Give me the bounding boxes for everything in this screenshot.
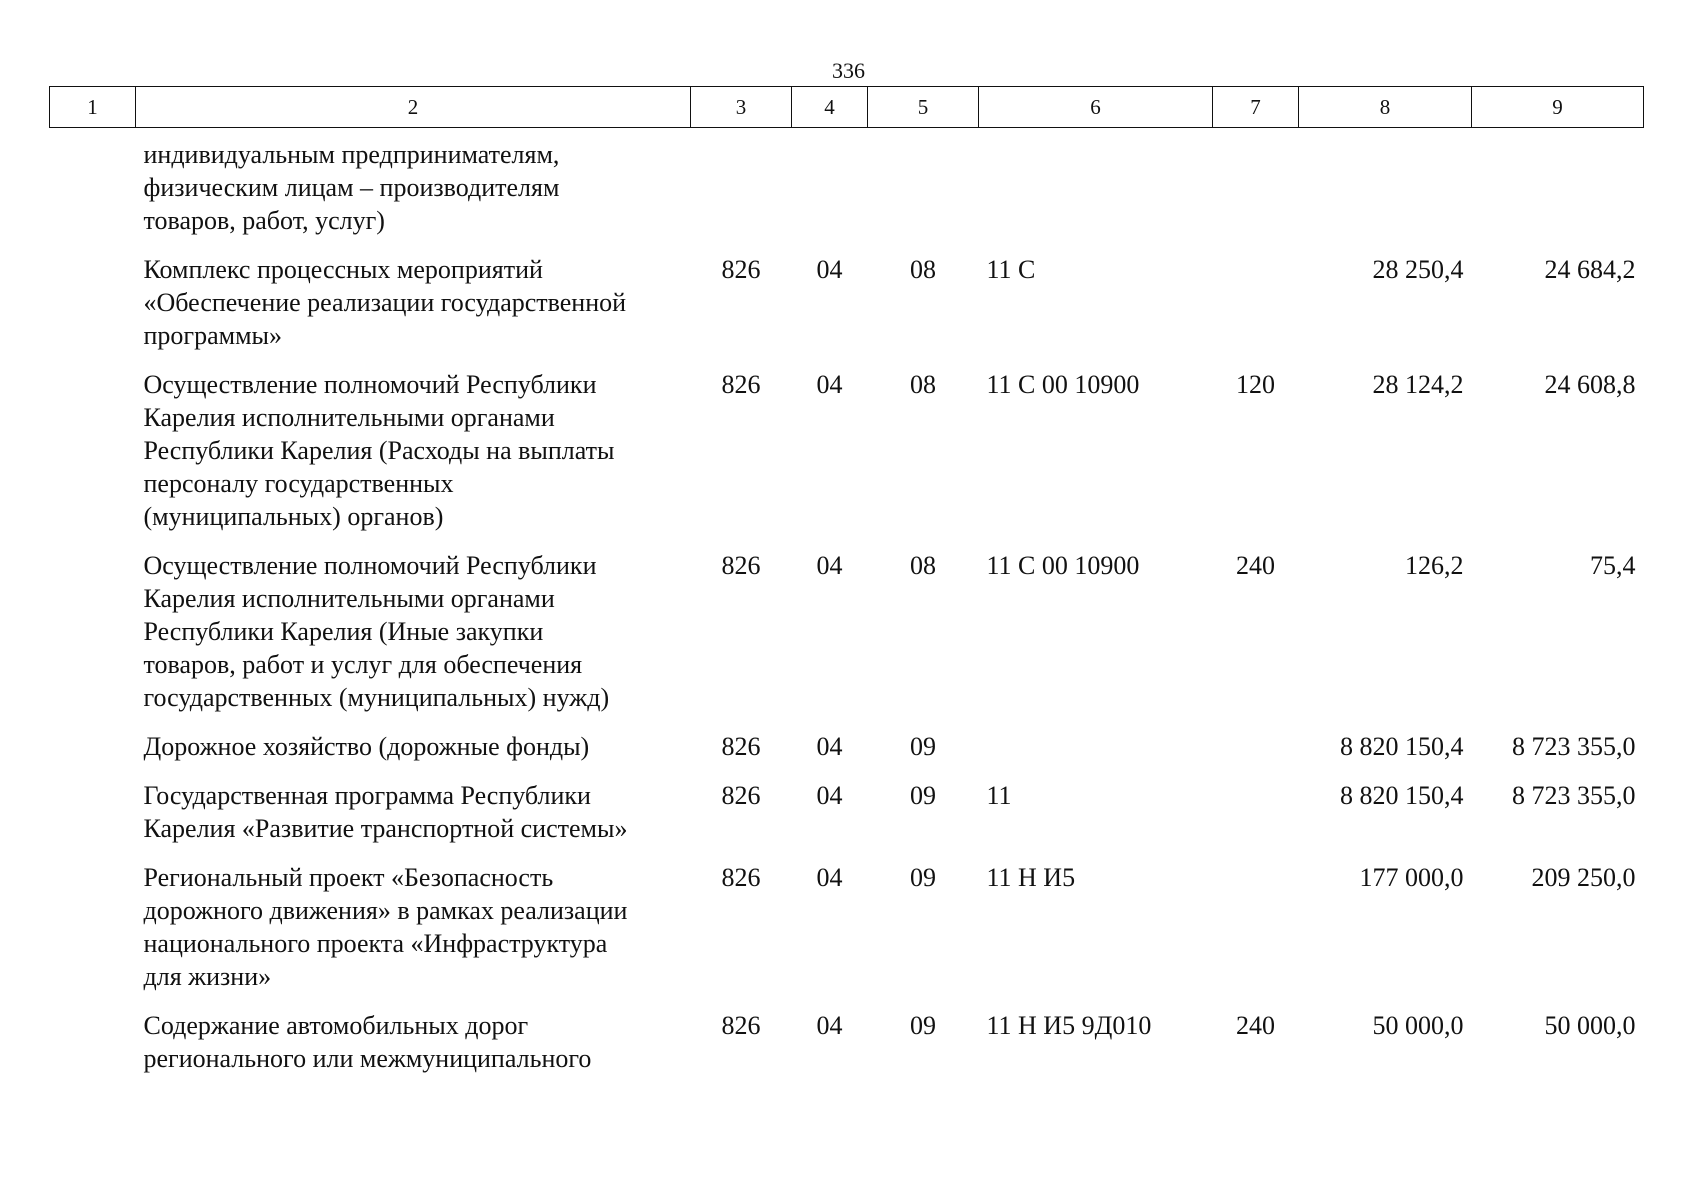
expense-name: Содержание автомобильных дорог регионального или межмуниципального xyxy=(143,1011,592,1073)
section-code: 04 xyxy=(816,1011,843,1040)
header-col-9: 9 xyxy=(1472,87,1644,128)
header-col-3: 3 xyxy=(691,87,792,128)
amount-year-1: 177 000,0 xyxy=(1359,863,1464,892)
col1-cell xyxy=(50,549,136,730)
target-article-code: 11 Н И5 9Д010 xyxy=(986,1011,1152,1040)
table-row xyxy=(50,128,1644,254)
expense-type-code: 240 xyxy=(1236,551,1275,580)
header-col-7: 7 xyxy=(1213,87,1299,128)
expense-type-code xyxy=(1213,253,1299,368)
expense-name: Осуществление полномочий Республики Карелия исполнительными органами Республики Карелия (Иные закупки товаров, работ и услуг для обеспечения государственных (муниципальных) нужд) xyxy=(143,551,610,712)
grbs-code xyxy=(691,128,792,254)
subsection-code xyxy=(868,128,979,254)
grbs-code: 826 xyxy=(721,781,761,810)
grbs-code: 826 xyxy=(721,370,761,399)
subsection-code: 09 xyxy=(910,732,936,761)
expense-type-code xyxy=(1213,730,1299,779)
expense-type-code: 240 xyxy=(1236,1011,1275,1040)
amount-year-2: 24 684,2 xyxy=(1544,255,1636,284)
table-row xyxy=(50,253,1644,368)
expense-type-code: 120 xyxy=(1236,370,1275,399)
col1-cell xyxy=(50,730,136,779)
table-row xyxy=(50,730,1644,779)
budget-table xyxy=(49,86,1644,1091)
grbs-code: 826 xyxy=(721,551,761,580)
expense-name: Комплекс процессных мероприятий «Обеспечение реализации государственной программы» xyxy=(143,255,627,350)
grbs-code: 826 xyxy=(721,1011,761,1040)
target-article-code: 11 С 00 10900 xyxy=(986,370,1140,399)
table-row xyxy=(50,779,1644,861)
col1-cell xyxy=(50,128,136,254)
section-code xyxy=(792,128,868,254)
amount-year-2: 50 000,0 xyxy=(1544,1011,1636,1040)
amount-year-1 xyxy=(1299,128,1472,254)
section-code: 04 xyxy=(816,551,843,580)
section-code: 04 xyxy=(816,732,843,761)
amount-year-2: 75,4 xyxy=(1590,551,1636,580)
table-body xyxy=(50,128,1644,1092)
col1-cell xyxy=(50,861,136,1009)
subsection-code: 08 xyxy=(910,551,936,580)
header-col-8: 8 xyxy=(1299,87,1472,128)
target-article-code: 11 Н И5 xyxy=(986,863,1076,892)
expense-name: Государственная программа Республики Карелия «Развитие транспортной системы» xyxy=(143,781,628,843)
section-code: 04 xyxy=(816,370,843,399)
expense-name: Осуществление полномочий Республики Карелия исполнительными органами Республики Карелия (Расходы на выплаты персоналу государственных (муниципальных) органов) xyxy=(143,370,615,531)
amount-year-1: 126,2 xyxy=(1405,551,1464,580)
section-code: 04 xyxy=(816,255,843,284)
amount-year-1: 28 124,2 xyxy=(1372,370,1464,399)
amount-year-2: 8 723 355,0 xyxy=(1512,732,1636,761)
expense-type-code xyxy=(1213,128,1299,254)
table-row xyxy=(50,1009,1644,1091)
grbs-code: 826 xyxy=(721,732,761,761)
col1-cell xyxy=(50,368,136,549)
amount-year-2 xyxy=(1472,128,1644,254)
subsection-code: 09 xyxy=(910,1011,936,1040)
target-article-code xyxy=(979,730,1213,779)
amount-year-1: 8 820 150,4 xyxy=(1340,732,1464,761)
table-header xyxy=(50,87,1644,128)
subsection-code: 08 xyxy=(910,255,936,284)
header-col-2: 2 xyxy=(136,87,691,128)
target-article-code xyxy=(979,128,1213,254)
amount-year-2: 24 608,8 xyxy=(1544,370,1636,399)
header-col-6: 6 xyxy=(979,87,1213,128)
header-row xyxy=(50,87,1644,128)
expense-name: Региональный проект «Безопасность дорожного движения» в рамках реализации национального проекта «Инфраструктура для жизни» xyxy=(143,863,628,991)
col1-cell xyxy=(50,253,136,368)
header-col-1: 1 xyxy=(50,87,136,128)
target-article-code: 11 С xyxy=(986,255,1036,284)
subsection-code: 09 xyxy=(910,863,936,892)
col1-cell xyxy=(50,779,136,861)
expense-type-code xyxy=(1213,861,1299,1009)
grbs-code: 826 xyxy=(721,863,761,892)
amount-year-1: 8 820 150,4 xyxy=(1340,781,1464,810)
table-row xyxy=(50,368,1644,549)
col1-cell xyxy=(50,1009,136,1091)
subsection-code: 09 xyxy=(910,781,936,810)
grbs-code: 826 xyxy=(721,255,761,284)
subsection-code: 08 xyxy=(910,370,936,399)
expense-type-code xyxy=(1213,779,1299,861)
amount-year-1: 28 250,4 xyxy=(1372,255,1464,284)
expense-name: Дорожное хозяйство (дорожные фонды) xyxy=(143,732,590,761)
amount-year-2: 8 723 355,0 xyxy=(1512,781,1636,810)
amount-year-2: 209 250,0 xyxy=(1531,863,1636,892)
table-row xyxy=(50,549,1644,730)
header-col-4: 4 xyxy=(792,87,868,128)
expense-name: индивидуальным предпринимателям, физическим лицам – производителям товаров, работ, услуг) xyxy=(143,140,560,235)
section-code: 04 xyxy=(816,781,843,810)
header-col-5: 5 xyxy=(868,87,979,128)
target-article-code: 11 С 00 10900 xyxy=(986,551,1140,580)
table-row xyxy=(50,861,1644,1009)
section-code: 04 xyxy=(816,863,843,892)
page-number: 336 xyxy=(832,58,865,83)
target-article-code: 11 xyxy=(986,781,1012,810)
amount-year-1: 50 000,0 xyxy=(1372,1011,1464,1040)
